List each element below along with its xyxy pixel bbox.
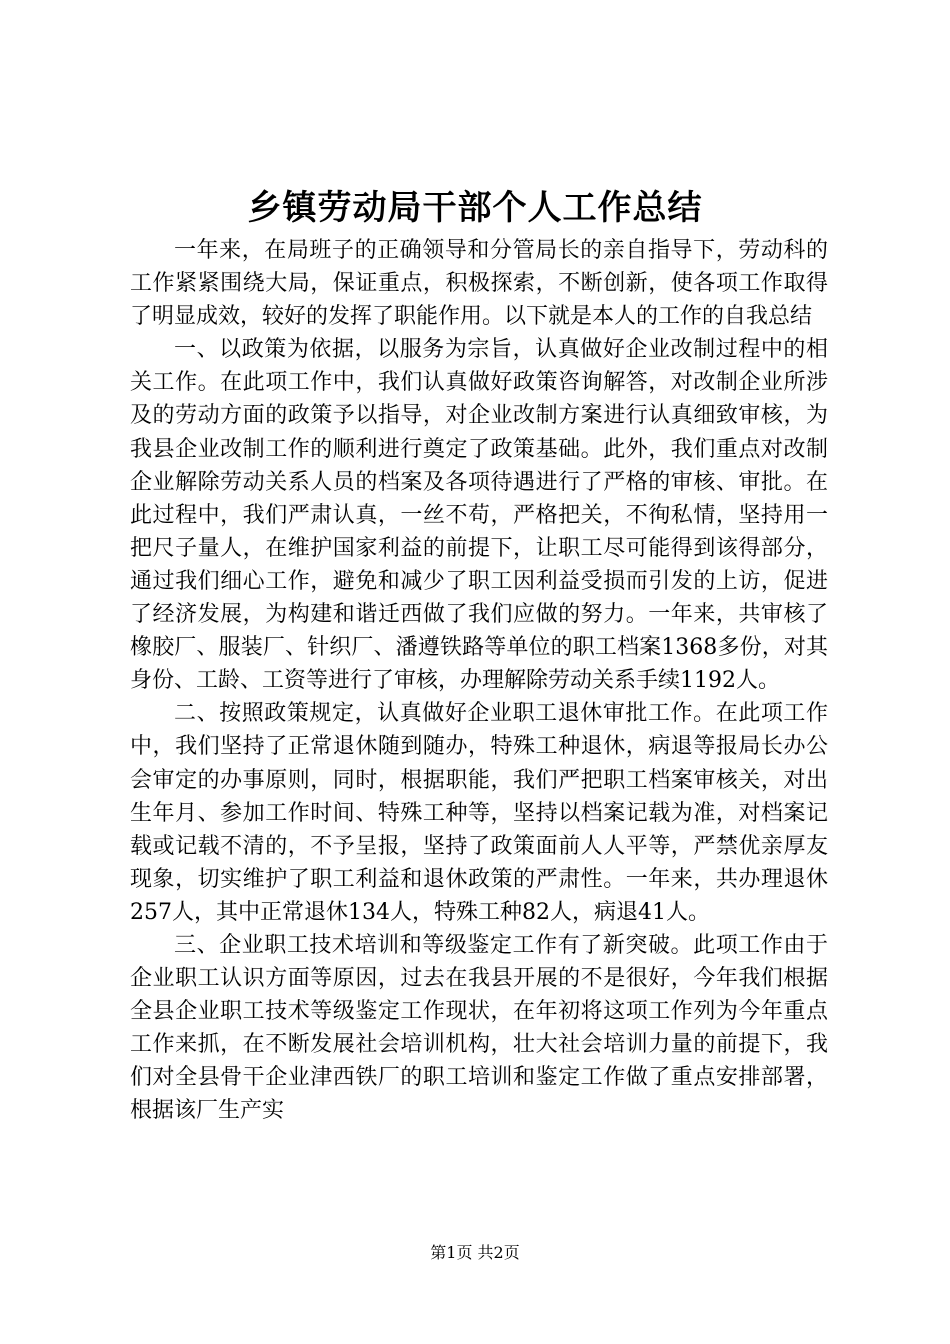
paragraph-section-1: 一、以政策为依据，以服务为宗旨，认真做好企业改制过程中的相关工作。在此项工作中，我们认真做好政策咨询解答，对改制企业所涉及的劳动方面的政策予以指导，对企业改制方案进行认真细致审核，为我县企业改制工作的顺利进行奠定了政策基础。此外，我们重点对改制企业解除劳动关系人员的档案及各项待遇进行了严格的审核、审批。在此过程中，我们严肃认真，一丝不苟，严格把关，不徇私情，坚持用一把尺子量人，在维护国家利益的前提下，让职工尽可能得到该得部分，通过我们细心工作，避免和减少了职工因利益受损而引发的上访，促进了经济发展，为构建和谐迁西做了我们应做的努力。一年来，共审核了橡胶厂、服装厂、针织厂、潘遵铁路等单位的职工档案1368多份，对其身份、工龄、工资等进行了审核，办理解除劳动关系手续1192人。: [130, 337, 828, 694]
paragraph-section-2: 二、按照政策规定，认真做好企业职工退休审批工作。在此项工作中，我们坚持了正常退休随到随办，特殊工种退休，病退等报局长办公会审定的办事原则，同时，根据职能，我们严把职工档案审核关，对出生年月、参加工作时间、特殊工种等，坚持以档案记载为准，对档案记载或记载不清的，不予呈报，坚持了政策面前人人平等，严禁优亲厚友现象，切实维护了职工利益和退休政策的严肃性。一年来，共办理退休257人，其中正常退休134人，特殊工种82人，病退41人。: [130, 701, 828, 925]
document-body: [130, 234, 828, 1128]
page-footer: 第1页 共2页: [430, 1243, 520, 1262]
paragraph-intro: 一年来，在局班子的正确领导和分管局长的亲自指导下，劳动科的工作紧紧围绕大局，保证重点，积极探索，不断创新，使各项工作取得了明显成效，较好的发挥了职能作用。以下就是本人的工作的自我总结: [130, 238, 828, 330]
document-title: 乡镇劳动局干部个人工作总结: [247, 188, 703, 228]
paragraph-section-3: 三、企业职工技术培训和等级鉴定工作有了新突破。此项工作由于企业职工认识方面等原因，过去在我县开展的不是很好，今年我们根据全县企业职工技术等级鉴定工作现状，在年初将这项工作列为今年重点工作来抓，在不断发展社会培训机构，壮大社会培训力量的前提下，我们对全县骨干企业津西铁厂的职工培训和鉴定工作做了重点安排部署，根据该厂生产实: [130, 932, 828, 1124]
